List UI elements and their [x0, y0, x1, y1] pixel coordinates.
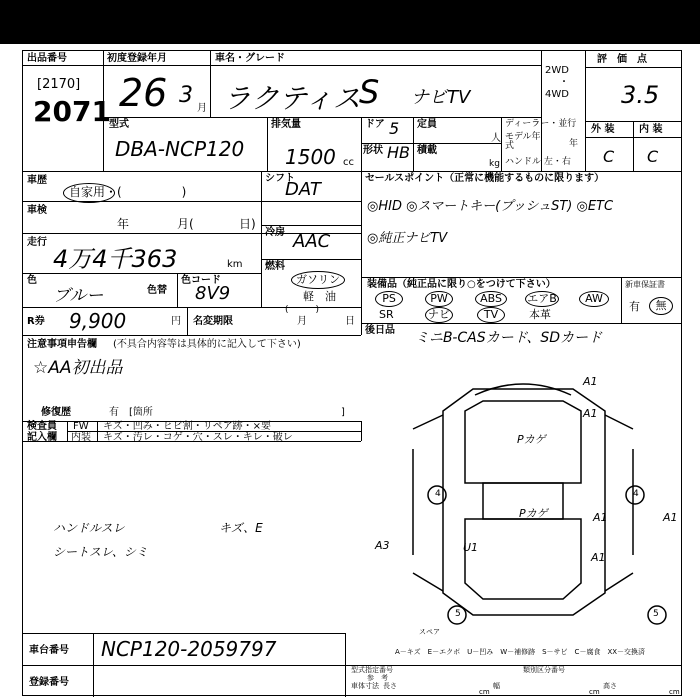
interior-grade: C [647, 147, 659, 166]
notes-label: 注意事項申告欄 [27, 339, 97, 350]
height-label: 高さ [603, 682, 617, 690]
divider [67, 421, 68, 441]
warranty-no: 無 [649, 297, 673, 315]
lot-label: 出品番号 [27, 53, 67, 64]
length-label: 長さ [383, 682, 397, 690]
mark-a3: A3 [375, 539, 390, 552]
score-value: 3.5 [621, 81, 660, 109]
doors-label: ドア [365, 119, 385, 130]
mark-a1-top: A1 [583, 375, 598, 388]
fuel-paren: ( ) [285, 305, 320, 315]
model-year-label: モデル年式 [505, 132, 541, 151]
divider [585, 67, 682, 68]
remark-right1: キズ、E [219, 521, 263, 535]
reg-number-label: 登録番号 [29, 677, 69, 688]
divider [501, 117, 502, 171]
car-name: ラクティス [223, 82, 361, 115]
color-code-value: 8V9 [195, 283, 231, 304]
car-type-label: 車歴 [27, 175, 47, 186]
lot-number: 2071 [33, 95, 111, 128]
doors-value: 5 [389, 119, 400, 138]
chassis-label: 車台番号 [29, 645, 69, 656]
sales-line2: ◎純正ナビTV [367, 231, 448, 246]
model-code: DBA-NCP120 [115, 137, 245, 161]
recycle-label: R券 [27, 316, 45, 327]
name-expiry-label: 名変期限 [193, 316, 233, 327]
divider [261, 225, 361, 226]
inspector-fw: FW [73, 421, 89, 432]
month-unit: 月 [197, 103, 207, 114]
ac-value: AAC [293, 231, 331, 252]
dealer-label: ディーラー・並行 [505, 119, 577, 129]
divider [541, 51, 542, 171]
divider [585, 51, 586, 171]
repair-close: ] [341, 407, 345, 418]
auction-sheet [22, 50, 682, 696]
ref-label: 参 考 [367, 674, 388, 682]
divider [267, 117, 268, 171]
notes-value: ☆AA初出品 [33, 358, 123, 378]
divider [261, 171, 262, 307]
divider [361, 171, 362, 335]
color-swap-label: 色替 [147, 285, 167, 296]
drive-4wd: 4WD [545, 89, 569, 100]
remark-left1: ハンドルスレ [53, 521, 125, 535]
shift-value: DAT [285, 179, 321, 200]
divider [23, 171, 682, 172]
grade-suffix: ナビTV [411, 87, 471, 108]
repair-value: 有 [箇所 [109, 407, 153, 418]
mileage-value: 4万4千363 [53, 245, 178, 273]
inspection-day: 日) [239, 217, 256, 231]
width-unit: cm [589, 688, 600, 696]
inspector-label2: 記入欄 [27, 432, 57, 443]
divider [93, 633, 94, 697]
color-code-label: 色コード [181, 275, 221, 286]
divider [261, 259, 361, 260]
drive-dot: ・ [559, 77, 569, 88]
divider [361, 323, 682, 324]
divider [361, 277, 682, 278]
divider [23, 633, 345, 634]
mark-a1-rear: A1 [591, 551, 606, 564]
mark-u1: U1 [463, 541, 479, 554]
spare-label: スペア [419, 628, 440, 636]
reg-month: 3 [179, 83, 193, 108]
inspector-interior-items: キズ・汚レ・コゲ・穴・スレ・キレ・破レ [103, 432, 293, 443]
divider [345, 633, 346, 697]
equip-aw: AW [579, 291, 609, 307]
exterior-grade: C [603, 147, 615, 166]
ac-label: 冷房 [265, 227, 285, 238]
chassis-value: NCP120-2059797 [101, 637, 277, 661]
sales-label: セールスポイント（正常に機能するものに限ります） [365, 173, 605, 184]
fuel-gasoline: ガソリン [291, 271, 345, 289]
notes-sublabel: (不具合内容等は具体的に記入して下さい) [113, 339, 301, 350]
load-label: 積載 [417, 145, 437, 156]
divider [187, 307, 188, 335]
mark-pkage-front: Pカゲ [517, 433, 546, 446]
km-unit: km [227, 259, 243, 270]
color-label: 色 [27, 275, 37, 286]
aftermarket-label: 後日品 [365, 325, 395, 336]
interior-label: 内 装 [639, 124, 663, 135]
displacement-value: 1500 [285, 145, 336, 169]
recycle-value: 9,900 [69, 309, 127, 333]
type-num-label: 型式指定番号 [351, 666, 393, 674]
exterior-label: 外 装 [591, 124, 615, 135]
inspector-fw-items: キズ・凹み・ヒビ割・リペア跡・×要 [103, 421, 271, 432]
warranty-yes: 有 [629, 300, 640, 313]
divider [633, 121, 634, 171]
divider [210, 51, 211, 117]
divider [23, 335, 361, 336]
name-expiry-day: 日 [345, 316, 355, 327]
inspection-month: 月( [177, 217, 194, 231]
car-name-label: 車名・グレード [215, 53, 285, 64]
mileage-label: 走行 [27, 237, 47, 248]
wheel-code-rr: 5 [653, 609, 659, 619]
dim-label: 車体寸法 [351, 682, 379, 690]
equip-pw: PW [425, 291, 453, 307]
score-label: 評 価 点 [597, 54, 647, 65]
wheel-code-fr: 4 [633, 489, 639, 499]
divider [361, 117, 362, 171]
shift-label: シフト [265, 173, 295, 184]
class-num-label: 類別区分番号 [523, 666, 565, 674]
name-expiry-month: 月 [297, 316, 307, 327]
shape-value: HB [387, 143, 411, 162]
divider [97, 421, 98, 441]
divider [177, 273, 178, 307]
mark-pkage-mid: Pカゲ [519, 507, 548, 520]
reg-year: 26 [119, 71, 168, 115]
remark-left2: シートスレ、シミ [53, 545, 148, 559]
divider [23, 65, 541, 66]
divider [621, 277, 622, 323]
repair-label: 修復歴 [41, 407, 71, 418]
car-type-value: 自家用・( ) [69, 185, 187, 199]
wheel-code-fl: 4 [435, 489, 441, 499]
inspection-year: 年 [117, 217, 130, 231]
length-unit: cm [479, 688, 490, 696]
divider [103, 117, 541, 118]
height-unit: cm [669, 688, 680, 696]
warranty-label: 新車保証書 [625, 280, 665, 289]
inspector-interior: 内装 [71, 432, 91, 443]
damage-legend: A－キズ E－エクボ U－凹み W－補修跡 S－サビ C－腐食 XX－交換済 [395, 648, 646, 656]
color-value: ブルー [53, 286, 104, 306]
handle-label: ハンドル 左・右 [505, 157, 571, 167]
load-unit: kg [489, 159, 500, 169]
equip-ps: PS [375, 291, 403, 307]
mark-a1-top2: A1 [583, 407, 598, 420]
first-reg-label: 初度登録年月 [107, 53, 167, 64]
inspection-label: 車検 [27, 205, 47, 216]
capacity-unit: 人 [491, 133, 501, 144]
fuel-label: 燃料 [265, 261, 285, 272]
car-diagram [383, 371, 683, 631]
drive-2wd: 2WD [545, 65, 569, 76]
equip-leather: 本革 [529, 308, 551, 321]
model-label: 型式 [109, 119, 129, 130]
divider [413, 117, 414, 171]
fuel-alt: 軽 油 [303, 290, 336, 303]
equip-tv: TV [477, 307, 505, 323]
displacement-label: 排気量 [271, 119, 301, 130]
capacity-label: 定員 [417, 119, 437, 130]
yen-unit: 円 [171, 316, 181, 327]
model-year-unit: 年 [569, 139, 579, 149]
grade: S [359, 73, 380, 111]
divider [361, 143, 501, 144]
divider [361, 421, 362, 441]
mark-a1-side: A1 [593, 511, 608, 524]
lot-bracket: [2170] [37, 77, 81, 92]
equip-sr: SR [379, 308, 394, 321]
width-label: 幅 [493, 682, 500, 690]
mark-a1-right: A1 [663, 511, 678, 524]
sales-line1: ◎HID ◎スマートキー(プッシュST) ◎ETC [367, 199, 614, 214]
wheel-code-rl: 5 [455, 609, 461, 619]
shape-label: 形状 [363, 145, 383, 156]
inspector-label1: 検査員 [27, 421, 57, 432]
equip-airbag: エアB [525, 291, 559, 307]
top-black-bar [0, 0, 700, 44]
equipment-label: 装備品（純正品に限り○をつけて下さい） [367, 279, 556, 290]
equip-abs: ABS [475, 291, 507, 307]
equip-navi: ナビ [425, 307, 453, 323]
cc-unit: cc [343, 157, 354, 168]
aftermarket-value: ミニB-CASカード、SDカード [415, 330, 603, 346]
